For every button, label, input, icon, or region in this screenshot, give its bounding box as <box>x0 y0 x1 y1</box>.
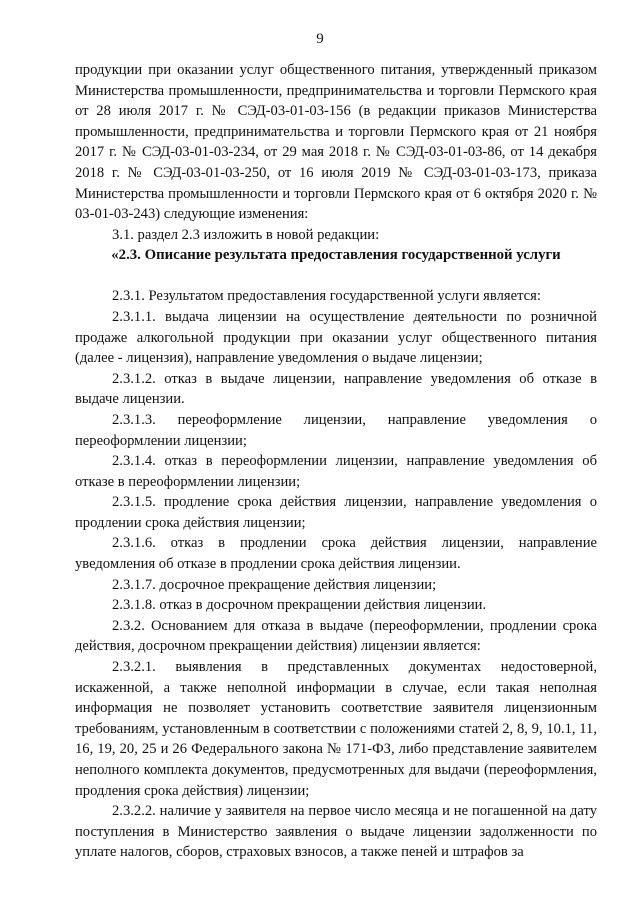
amendment-clause: 3.1. раздел 2.3 изложить в новой редакции: <box>112 226 380 243</box>
document-body <box>75 60 597 863</box>
section-heading: «2.3. Описание результата предоставления государственной услуги <box>111 247 561 264</box>
paragraph-2-3-1-6: 2.3.1.6. отказ в продлении срока действия лицензии, направление уведомления об отказе в продлении срока действия лицензии. <box>75 535 597 573</box>
intro-paragraph: продукции при оказании услуг общественного питания, утвержденный приказом Министерства промышленности, предпринимательства и торговли Пермского края от 28 июля 2017 г. № СЭД-03-01-03-156 (в редакции приказов Министерства промышленности, предпринимательства и торговли Пермского края от 21 ноября 2017 г. № СЭД-03-01-03-234, от 29 мая 2018 г. № СЭД-03-01-03-86, от 14 декабря 2018 г. № СЭД-03-01-03-250, от 16 июля 2019 № СЭД-03-01-03-173, приказа Министерства промышленности и торговли Пермского края от 6 октября 2020 г. № 03-01-03-243) следующие изменения: <box>75 62 597 223</box>
paragraph-2-3-2-1: 2.3.2.1. выявления в представленных документах недостоверной, искаженной, а также неполной информации в случае, если такая неполная информация не позволяет установить соответствие заявителя лицензионным требованиям, установленным в соответствии с положениями статей 2, 8, 9, 10.1, 11, 16, 19, 20, 25 и 26 Федерального закона № 171-ФЗ, либо представление заявителем неполного комплекта документов, предусмотренных для выдачи (переоформления, продления срока действия) лицензии; <box>75 659 597 799</box>
paragraph-2-3-1-8: 2.3.1.8. отказ в досрочном прекращении действия лицензии. <box>112 597 487 614</box>
paragraph-2-3-1-3: 2.3.1.3. переоформление лицензии, направление уведомления о переоформлении лицензии; <box>75 411 597 449</box>
paragraph-2-3-2: 2.3.2. Основанием для отказа в выдаче (переоформлении, продлении срока действия, досрочном прекращении действия) лицензии является: <box>75 617 597 655</box>
page-number: 9 <box>316 31 324 47</box>
paragraph-2-3-1: 2.3.1. Результатом предоставления государственной услуги является: <box>112 288 541 305</box>
paragraph-2-3-1-5: 2.3.1.5. продление срока действия лицензии, направление уведомления о продлении срока действия лицензии; <box>75 494 597 531</box>
paragraph-2-3-1-7: 2.3.1.7. досрочное прекращение действия лицензии; <box>112 576 437 593</box>
paragraph-2-3-1-2: 2.3.1.2. отказ в выдаче лицензии, направление уведомления об отказе в выдаче лицензии. <box>75 370 597 408</box>
paragraph-2-3-1-1: 2.3.1.1. выдача лицензии на осуществление деятельности по розничной продаже алкогольной продукции при оказании услуг общественного питания (далее - лицензия), направление уведомления о выдаче лицензии; <box>75 308 597 367</box>
paragraph-2-3-1-4: 2.3.1.4. отказ в переоформлении лицензии, направление уведомления об отказе в переоформлении лицензии; <box>75 453 597 490</box>
paragraph-2-3-2-2: 2.3.2.2. наличие у заявителя на первое число месяца и не погашенной на дату поступления в Министерство заявления о выдаче лицензии задолженности по уплате налогов, сборов, страховых взносов, а также пеней и штрафов за <box>75 803 597 861</box>
